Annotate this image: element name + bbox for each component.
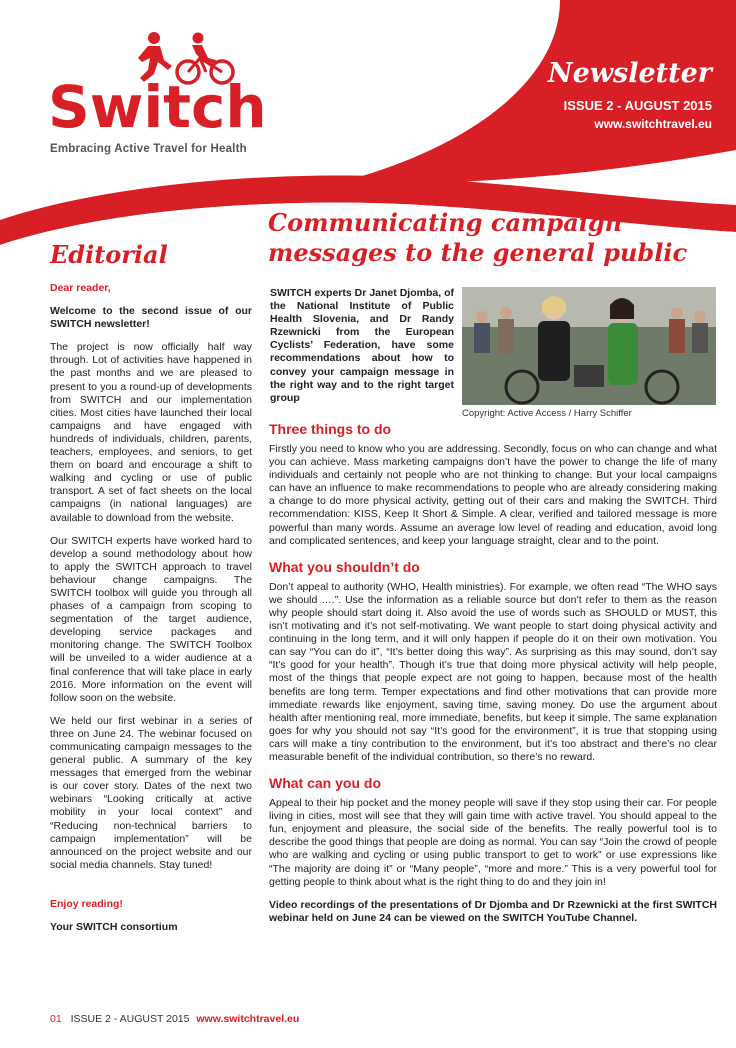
editorial-signature: Your SWITCH consortium (50, 921, 178, 934)
editorial-paragraph: The project is now officially half way through. Lot of activities have happened in the past months and we are pleased to present to you a round-up of developments from SWITCH and our implementation cities. Most cities have launched their local campaigns and have engaged with hundreds of individuals, children, parents, teachers, employees, and seniors, to get them on board and encourage a shift to walking and cycling or use of public transport. A set of fact sheets on the local campaigns (in national languages) are available to download from the website. (50, 341, 252, 524)
section-text: Appeal to their hip pocket and the money people will save if they stop using their car. For people living in cities, most will see that they will gain time with active travel. You should appeal to the fun, enjoyment and pleasure, the social side of the benefits. The really powerful tool is to describe the good things that people are doing as normal. You can say “Join the crowd of people who are walking and cycling or using public transport to get to work” or use expressions like “The majority are doing it” or “Many people”, “more and more.” This is a very powerful tool for getting people to think about what is the right thing to do and they join in! (269, 797, 717, 888)
section-heading: What can you do (269, 775, 381, 792)
footer-issue: ISSUE 2 - AUGUST 2015 (70, 1013, 190, 1025)
editorial-title: Editorial (50, 240, 168, 269)
editorial-column (50, 282, 252, 944)
tagline: Embracing Active Travel for Health (50, 143, 247, 155)
editorial-paragraph: We held our first webinar in a series of three on June 24. The webinar focused on communicating campaign messages to the general public. A summary of the key messages that emerged from the webinar is our cover story. Dates of the next two webinars “Looking critically at active mobility in your local context” and “Reducing non-technical barriers to campaign implementation” will be announced on the project website and our social media channels. Stay tuned! (50, 714, 252, 871)
header-website-link[interactable]: www.switchtravel.eu (594, 117, 712, 131)
header-issue: ISSUE 2 - AUGUST 2015 (563, 98, 712, 113)
editorial-paragraph: Our SWITCH experts have worked hard to develop a sound methodology about how to apply the SWITCH approach to travel behaviour change campaigns. The SWITCH toolbox will guide you through all phases of a campaign from scoping to segmentation of the target audience, developing service packages and monitoring change. The SWITCH Toolbox will be unveiled to a wider audience at a final conference that will take place in early 2016. More information on the event will follow soon on the website. (50, 534, 252, 704)
footer (50, 1013, 299, 1025)
editorial-welcome: Welcome to the second issue of our SWITCH newsletter! (50, 305, 252, 331)
article-photo (462, 287, 716, 405)
closing-note: Video recordings of the presentations of Dr Djomba and Dr Rzewnicki at the first SWITCH webinar held on June 24 can be viewed on the SWITCH YouTube Channel. (269, 898, 717, 924)
section-heading: Three things to do (269, 421, 392, 437)
editorial-greeting: Dear reader, (50, 282, 111, 294)
section-text: Firstly you need to know who you are addressing. Secondly, focus on who can change and what you can achieve. Mass marketing campaigns don’t have the power to change the life of many individuals and certainly not people who are not thinking to change. But your local campaigns can have an influence to make recommendations to people who are already considering making a change to do more physical activity, getting out of their cars and making the SWITCH. Third recommendation: KISS, Keep It Short & Simple. A clear, verified and tailored message is more powerful than many words. Assume an average low level of reading and education, avoid long and complicated sentences, and keep your language straight, clear and to the point. (269, 443, 717, 547)
editorial-closing: Enjoy reading! (50, 897, 123, 910)
photo-caption: Copyright: Active Access / Harry Schiffer (462, 408, 632, 419)
section-heading: What you shouldn’t do (269, 558, 420, 575)
page-number: 01 (50, 1013, 62, 1025)
article-title: Communicating campaign messages to the general public (268, 208, 688, 267)
footer-website-link[interactable]: www.switchtravel.eu (196, 1013, 300, 1025)
newsletter-label: Newsletter (547, 58, 712, 89)
section-text: Don’t appeal to authority (WHO, Health ministries). For example, we often read “The WHO says we should ….”. Use the information as a reliable source but don’t refer to them as the reason why people should start doing it. Also avoid the use of words such as SHOULD or MUST, this isn’t motivating and it’s not self-motivating. We want people to start doing physical activity and continuing in the long term, and it will only happen if people do it on their own motivation. You can say “You can do it”, “It’s better doing this way”. As surprising as this may sound, don’t say “It’s good for your health”. Though it’s true that doing more physical activity will help people, most of the things that people expect are not going to happen, because most of the health benefits are long term. Temper expectations and find other motivations that can provide more immediate rewards like enjoyment, saving time, saving money. Do use the argument about health after mentioning real, more immediate, benefits, but keep it simple. The same explanation goes for why you should not say “It’s good for the environment”, it is true that stopping using cars will make a tiny contribution to the environment, but it’s too abstract and there’s no clear measurable benefit of the individual contribution, so there’s no reward. (269, 580, 717, 763)
article-body (269, 420, 717, 935)
article-intro: SWITCH experts Dr Janet Djomba, of the National Institute of Public Health Slovenia, and Dr Randy Rzewnicki from the European Cyclists’ Federation, have some recommendations about how to convey your campaign message in the right way and to the right target group (270, 287, 454, 404)
logo-wordmark: Switch (48, 73, 267, 141)
